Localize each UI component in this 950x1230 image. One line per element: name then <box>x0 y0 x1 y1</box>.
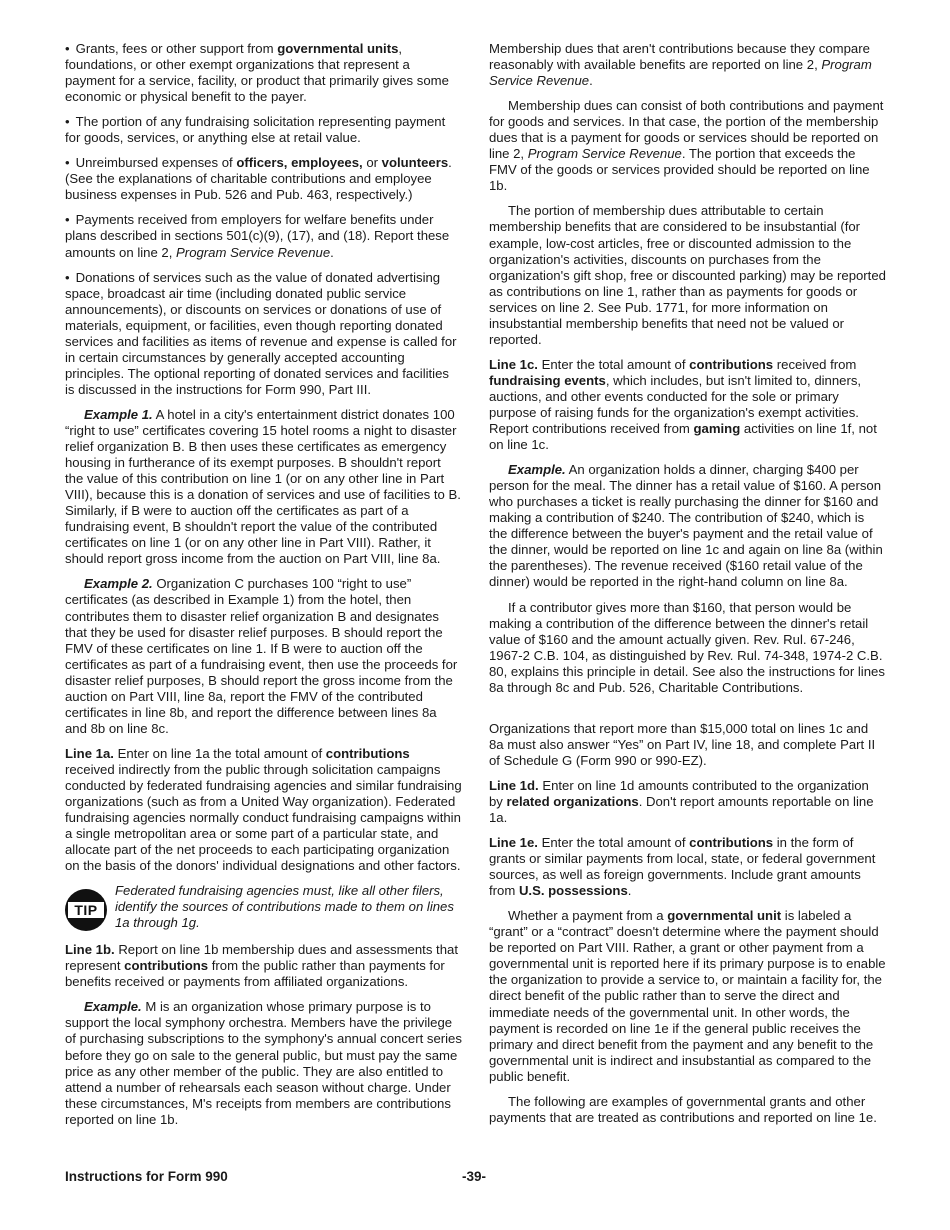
tip-callout <box>65 883 462 933</box>
page-number: -39- <box>462 1169 487 1184</box>
line-1d: Line 1d. Enter on line 1d amounts contributed to the organization by related organizations. Don't report amounts reportable on line 1a. <box>489 777 874 826</box>
contributor-para: If a contributor gives more than $160, that person would be making a contribution of the difference between the dinner's retail value of $160 and the amount actually given. Rev. Rul. 67-246, 1967-2 C.B. 104, as distinguished by Rev. Rul. 74-348, 1974-2 C.B. 80, explains this principle in detail. See also the instructions for lines 8a through 8c and Pub. 526, Charitable Contributions. <box>489 599 885 695</box>
line-1c: Line 1c. Enter the total amount of contributions received from fundraising events, which includes, but isn't limited to, dinners, auctions, and other events conducted for the sole or primary purpose of raising funds for the organization's exempt activities. Report contributions received from gaming activities on line 1f, not on line 1c. <box>489 356 877 453</box>
example-1: Example 1. A hotel in a city's entertainment district donates 100 “right to use” certificates covering 15 hotel rooms a night to disaster relief organization B. B then uses these certificates as emergency housing in furtherance of its exempt purposes. B shouldn't report the value of this contribution on line 1 (or on any other line in Part VIII), because this is a donation of services and use of facilities to B. Similarly, if B were to auction off the certificates as part of a fundraising event, B shouldn't report the value of the contributed certificates on line 1 (or on any other line in Part VIII). Rather, it should report gross income from the auction on Part VIII, line 8a. <box>65 406 461 567</box>
line-1b: Line 1b. Report on line 1b membership dues and assessments that represent contributions from the public rather than payments for benefits received or payments from affiliated organizations. <box>65 942 458 990</box>
bullet-fundraising-solicitation: • The portion of any fundraising solicitation representing payment for goods, services, or anything else at retail value. <box>65 114 462 146</box>
bullet-welfare-benefits: • Payments received from employers for welfare benefits under plans described in sections 501(c)(9), (17), and (18). Report these amounts on line 2, Program Service Revenue. <box>65 212 462 260</box>
footer-title: Instructions for Form 990 <box>65 1169 228 1184</box>
bullet-governmental-units: • Grants, fees or other support from governmental units, foundations, or other exempt organizations that represent a payment for a service, facility, or product that primarily gives some economic or physical benefit to the payer. <box>65 41 462 105</box>
tip-text: Federated fundraising agencies must, like all other filers, identify the sources of contributions made to them on lines 1a through 1g. <box>115 883 454 931</box>
bullet-donated-services: • Donations of services such as the value of donated advertising space, broadcast air time (including donated public service announcements), or discounts on services or donations of use of materials, equipment, or facilities, even though reporting donated services and facilities as items of revenue and expense is called for in certain circumstances by generally accepted accounting principles. The optional reporting of donated services and facilities is discussed in the instructions for Form 990, Part III. <box>65 270 462 398</box>
line-1a: Line 1a. Enter on line 1a the total amount of contributions received indirectly from the public through solicitation campaigns conducted by federated fundraising agencies and similar fundraising organizations (such as from a United Way organization). Federated fundraising agencies normally conduct fundraising campaigns within a single metropolitan area or some part of a particular state, and allocate part of the net proceeds to each participating organization on the basis of the donors' individual designations and other factors. <box>65 745 462 874</box>
example-symphony: Example. M is an organization whose primary purpose is to support the local symphony orchestra. Members have the privilege of purchasing subscriptions to the symphony's annual concert series before they go on sale to the general public, but must pay the same price as any other member of the public. They are also entitled to attend a number of rehearsals each season without charge. Under these circumstances, M's receipts from members are contributions reported on line 1b. <box>65 999 462 1127</box>
examples-intro-para: The following are examples of governmental grants and other payments that are treated as contributions and reported on line 1e. <box>489 1093 877 1125</box>
membership-dues-para-1: Membership dues that aren't contributions because they compare reasonably with available benefits are reported on line 2, Program Service Revenue. <box>489 41 872 89</box>
tip-icon: TIP <box>65 889 107 931</box>
left-column <box>65 41 462 1137</box>
line-1e: Line 1e. Enter the total amount of contributions in the form of grants or similar payments from local, state, or federal government sources, as well as foreign governments. Include grant amounts from U.S. possessions. <box>489 835 876 899</box>
membership-dues-para-2: Membership dues can consist of both contributions and payment for goods and services. In that case, the portion of the membership dues that is a payment for goods or services should be reported on line 2, Program Service Revenue. The portion that exceeds the FMV of the goods or services provided should be reported on line 1b. <box>489 98 884 194</box>
fundraising-threshold-para: Organizations that report more than $15,000 total on lines 1c and 8a must also answer “Yes” on Part IV, line 18, and complete Part II of Schedule G (Form 990 or 990-EZ). <box>489 720 876 768</box>
governmental-unit-para: Whether a payment from a governmental unit is labeled a “grant” or a “contract” doesn't determine where the payment should be reported on Part VIII. Rather, a grant or other payment from a governmental unit is reported here if its primary purpose is to enable the organization to provide a service to, or maintain a facility for, the direct benefit of the public rather than to serve the direct and immediate needs of the governmental unit. In other words, the payment is recorded on line 1e if the general public receives the primary and direct benefit from the payment and any benefit to the governmental unit is indirect and insubstantial as compared to the public benefit. <box>489 908 886 1084</box>
membership-dues-para-3: The portion of membership dues attributable to certain membership benefits that are considered to be insubstantial (for example, low-cost articles, free or discounted admission to the organization's activities, discounts on purchases from the organization's gift shop, free or discounted parking) may be reported as contributions on line 1, rather than as payments for goods or services on line 2. See Pub. 1771, for more information on insubstantial membership benefits that need not be valued or reported. <box>489 203 886 347</box>
example-dinner: Example. An organization holds a dinner, charging $400 per person for the meal. The dinner has a retail value of $160. A person who purchases a ticket is really purchasing the dinner for $160 and making a contribution of $240. The contribution of $240, which is the difference between the buyer's payment and the retail value of the dinner, would be reported on line 1c and again on line 8a (within the parentheses). The revenue received ($160 retail value of the dinner) would be reported in the right-hand column on line 8a. <box>489 462 883 590</box>
right-column <box>489 41 886 1135</box>
bullet-unreimbursed-expenses: • Unreimbursed expenses of officers, employees, or volunteers. (See the explanations of charitable contributions and employee business expenses in Pub. 526 and Pub. 463, respectively.) <box>65 155 462 203</box>
example-2: Example 2. Organization C purchases 100 “right to use” certificates (as described in Example 1) from the hotel, then contributes them to disaster relief organization B and designates that they be used for disaster relief purposes. B should report the FMV of these certificates on line 1. If B were to auction off the certificates as part of a fundraising event, then use the proceeds for disaster relief purposes, B should report the gross income from the auction on Part VIII, line 8a, report the FMV of the contributed certificates in line 8b, and report the difference between lines 8a and 8b on line 8c. <box>65 576 458 736</box>
